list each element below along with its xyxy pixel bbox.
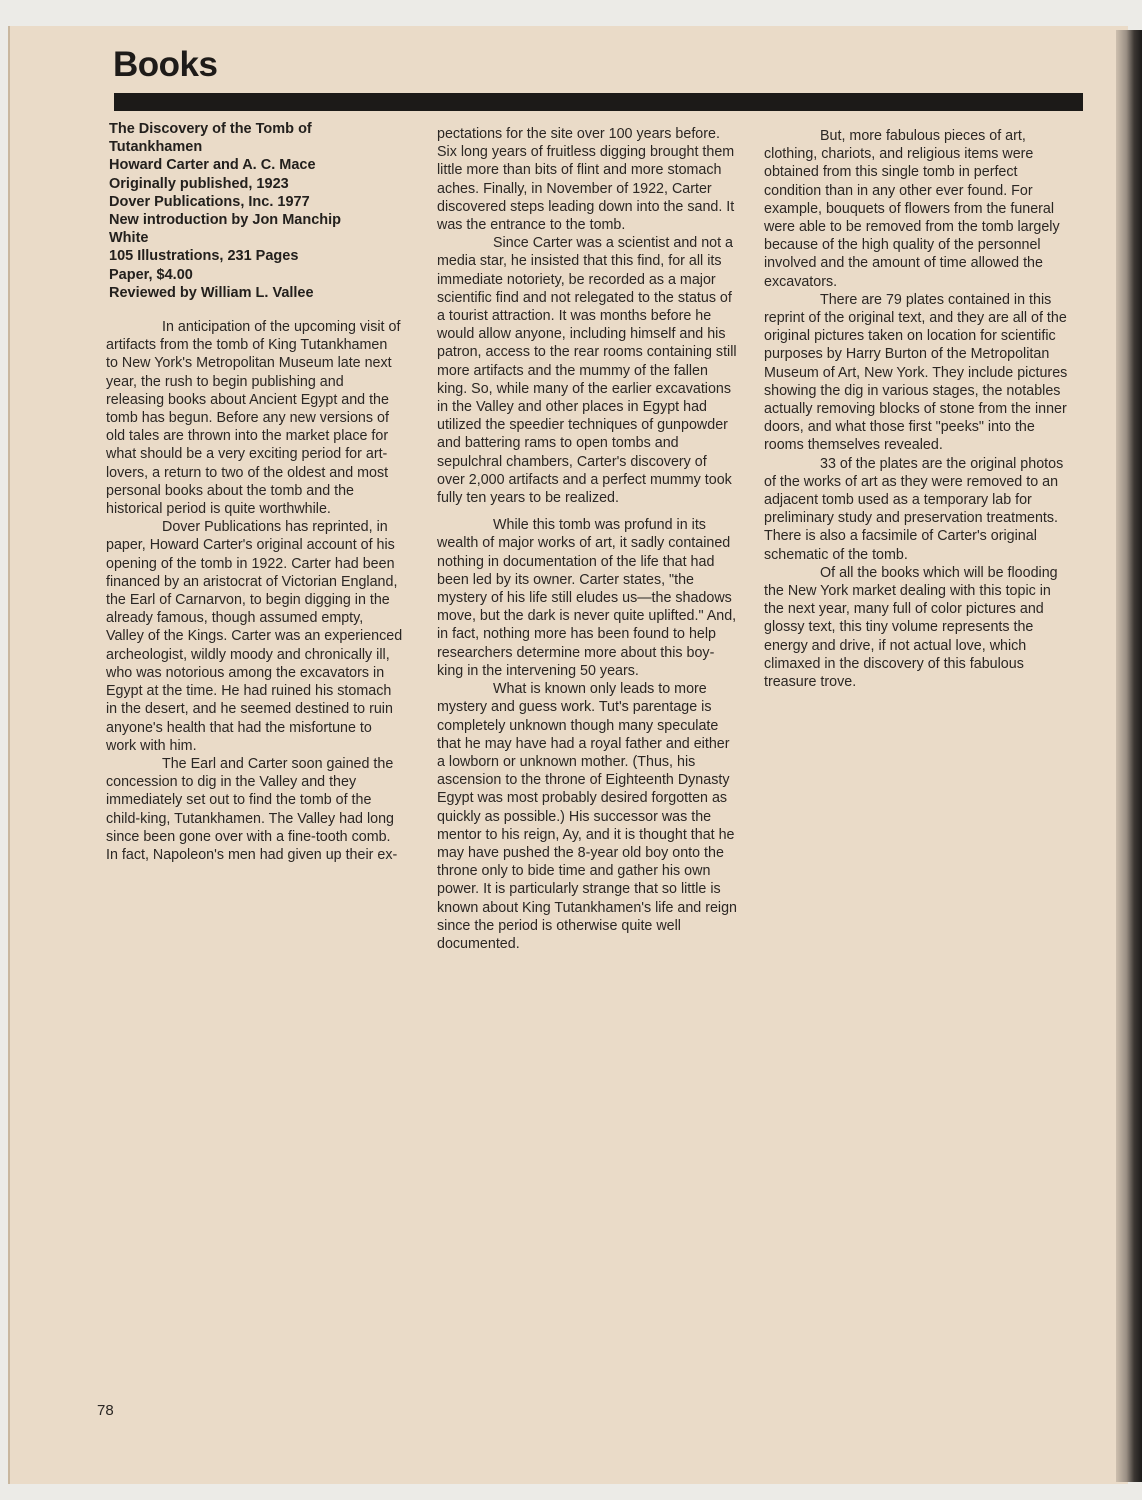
section-title: Books — [113, 45, 218, 84]
paragraph: The Earl and Carter soon gained the concession to dig in the Valley and they immediately set out to find the tomb of the child-king, Tutankhamen. The Valley had long since been gone over with a fine-tooth comb. In fact, Napoleon's men had given up their ex- — [106, 755, 398, 863]
book-detail-line: 105 Illustrations, 231 Pages — [109, 248, 299, 265]
page-edge — [1116, 30, 1142, 1482]
paragraph: There are 79 plates contained in this reprint of the original text, and they are all of the original pictures taken on location for scientific purposes by Harry Burton of the Metropolitan Museum of Art, New York. They include pictures showing the dig in various stages, the notables actually removing blocks of stone from the inner doors, and what those first "peeks" into the rooms themselves revealed. — [764, 291, 1068, 454]
book-detail-line: White — [109, 230, 149, 247]
page-number: 78 — [97, 1402, 114, 1419]
paragraph: What is known only leads to more mystery and guess work. Tut's parentage is completely unknown though many speculate that he may have had a royal father and either a lowborn or unknown mother. (Thus, his ascension to the throne of Eighteenth Dynasty Egypt was most probably desired forgotten as quickly as possible.) His successor was the mentor to his reign, Ay, and it is thought that he may have pushed the 8-year old boy onto the throne only to bide time and gather his own power. It is particularly strange that so little is known about King Tutankhamen's life and reign since the period is otherwise quite well documented. — [437, 681, 737, 952]
book-detail-line: Originally published, 1923 — [109, 175, 289, 192]
paragraph: While this tomb was profund in its wealth of major works of art, it sadly contained nothing in documentation of the life that had been led by its owner. Carter states, "the mystery of his life still eludes us—the shadows move, but the dark is never quite uplifted." And, in fact, nothing more has been found to help researchers determine more about this boy-king in the intervening 50 years. — [437, 517, 737, 679]
book-details — [100, 120, 403, 302]
paragraph: Of all the books which will be flooding the New York market dealing with this topic in the next year, many full of color pictures and glossy text, this tiny volume represents the energy and drive, if not actual love, which climaxed in the discovery of this fabulous treasure trove. — [764, 564, 1058, 691]
column-1-body — [100, 318, 403, 864]
paragraph: 33 of the plates are the original photos of the works of art as they were removed to an adjacent tomb used as a temporary lab for preliminary study and preservation treatments. There is also a facsimile of Carter's original schematic of the tomb. — [764, 455, 1064, 563]
book-detail-line: The Discovery of the Tomb of — [109, 121, 312, 137]
paragraph: pectations for the site over 100 years before. Six long years of fruitless digging brought them little more than bits of flint and more stomach aches. Finally, in November of 1922, Carter discovered steps leading down into the sand. It was the entrance to the tomb. — [437, 126, 735, 234]
paragraph: Since Carter was a scientist and not a media star, he insisted that this find, for all its immediate notoriety, be recorded as a major scientific find and not relegated to the status of a tourist attraction. It was months before he would allow anyone, including himself and his patron, access to the rear rooms containing still more artifacts and the mummy of the fallen king. So, while many of the earlier excavations in the Valley and other places in Egypt had utilized the speedier techniques of gunpowder and battering rams to open tombs and sepulchral chambers, Carter's discovery of over 2,000 artifacts and a perfect mummy took fully ten years to be realized. — [437, 235, 737, 507]
column-3 — [764, 127, 1069, 691]
book-detail-line: Dover Publications, Inc. 1977 — [109, 193, 310, 210]
heading-rule — [114, 93, 1083, 111]
column-2 — [437, 125, 737, 953]
book-detail-line: Paper, $4.00 — [109, 266, 193, 283]
column-1 — [100, 120, 403, 864]
book-detail-line: New introduction by Jon Manchip — [109, 212, 341, 229]
paragraph: But, more fabulous pieces of art, clothing, chariots, and religious items were obtained from this single tomb in perfect condition than in any other ever found. For example, bouquets of flowers from the funeral were able to be removed from the tomb largely because of the high quality of the personnel involved and the amount of time allowed the excavators. — [764, 128, 1060, 290]
paragraph: In anticipation of the upcoming visit of artifacts from the tomb of King Tutankhamen to New York's Metropolitan Museum late next year, the rush to begin publishing and releasing books about Ancient Egypt and the tomb has begun. Before any new versions of old tales are thrown into the market place for what should be a very exciting period for art-lovers, a return to two of the oldest and most personal books about the tomb and the historical period is quite worthwhile. — [106, 319, 401, 518]
book-detail-line: Reviewed by William L. Vallee — [109, 284, 314, 301]
paragraph: Dover Publications has reprinted, in paper, Howard Carter's original account of his opening of the tomb in 1922. Carter had been financed by an aristocrat of Victorian England, the Earl of Carnarvon, to begin digging in the already famous, though assumed empty, Valley of the Kings. Carter was an experienced archeologist, wildly moody and chronically ill, who was notorious among the excavators in Egypt at the time. He had ruined his stomach in the desert, and he seemed destined to ruin anyone's health that had the misfortune to work with him. — [106, 519, 403, 754]
book-detail-line: Howard Carter and A. C. Mace — [109, 157, 316, 174]
book-detail-line: Tutankhamen — [109, 139, 203, 156]
